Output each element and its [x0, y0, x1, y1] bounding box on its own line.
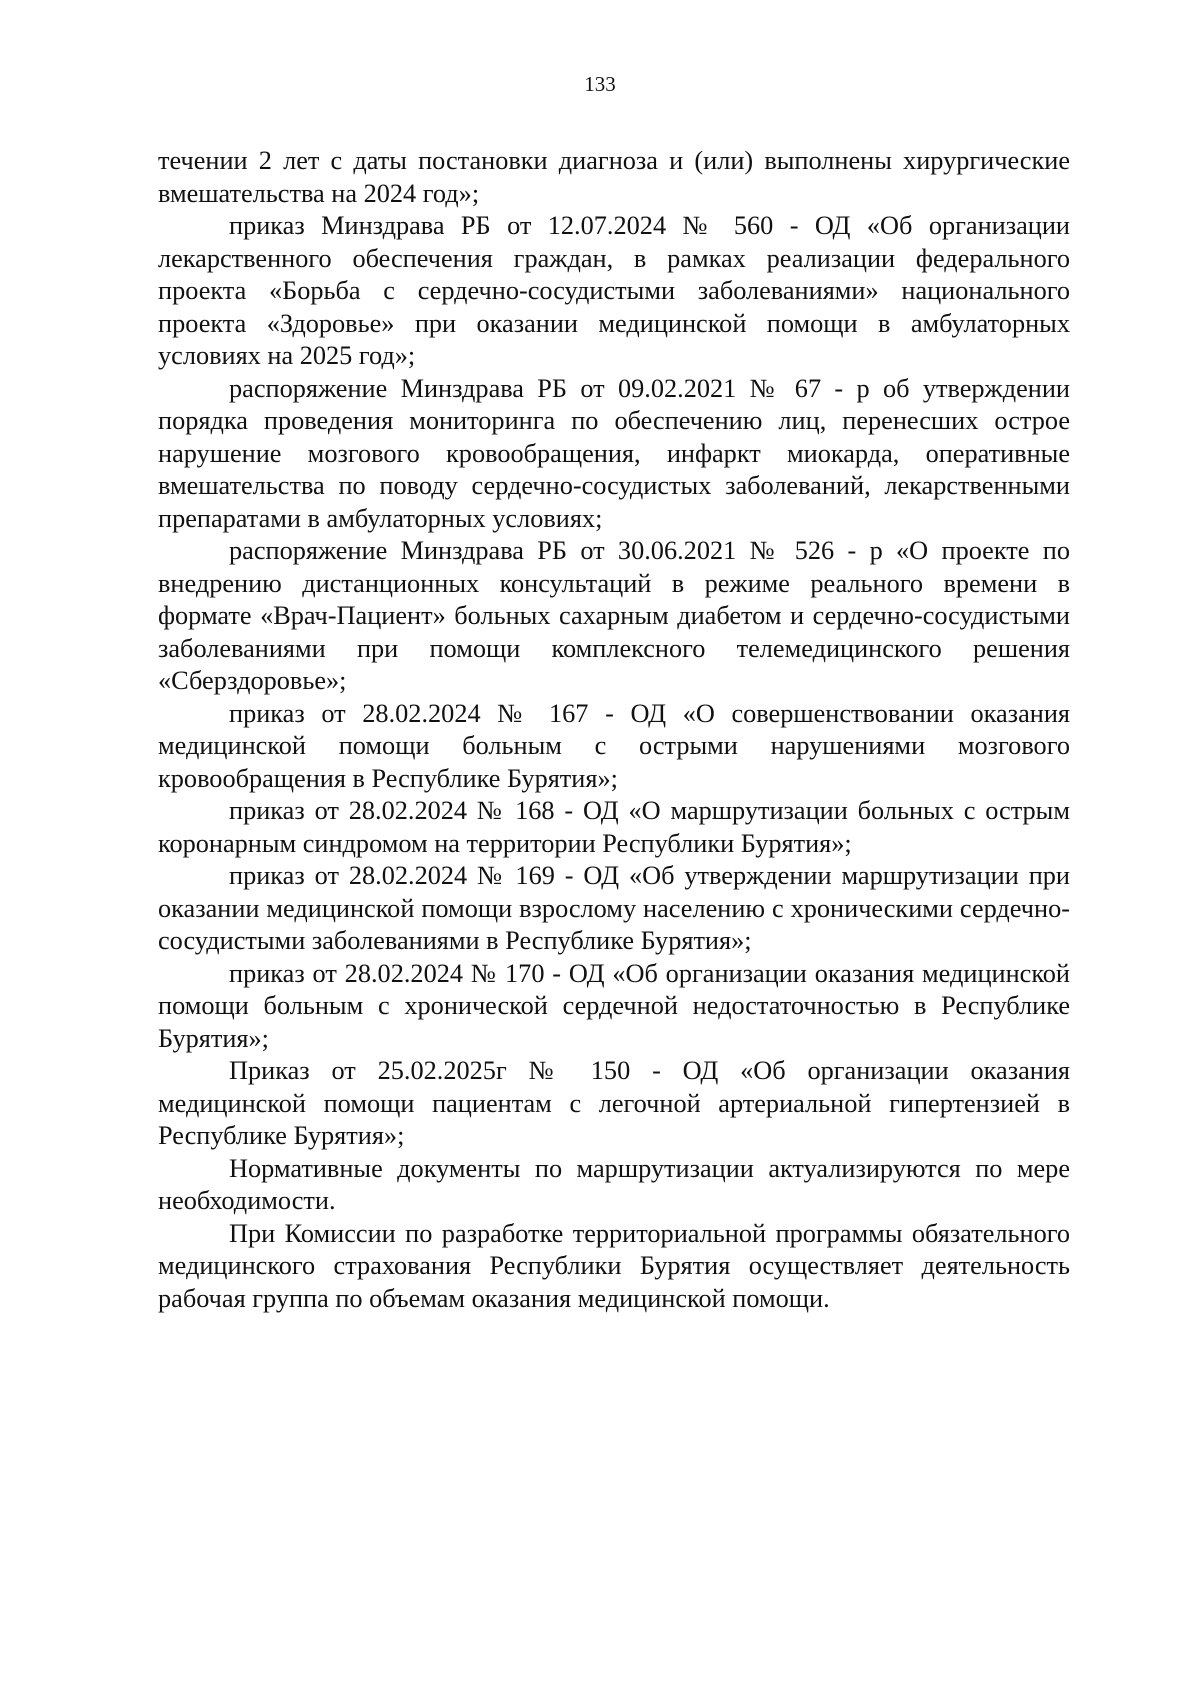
paragraph-order-150: Приказ от 25.02.2025г № 150 - ОД «Об организации оказания медицинской помощи пациентам с легочной артериальной гипертензией в Республике Бурятия»; — [158, 1056, 1070, 1150]
paragraph-directive-67: распоряжение Минздрава РБ от 09.02.2021 № 67 - р об утверждении порядка проведения мониторинга по обеспечению лиц, перенесших острое нарушение мозгового кровообращения, инфаркт миокарда, оперативные вмешательства по поводу сердечно-сосудистых заболеваний, лекарственными препаратами в амбулаторных условиях; — [158, 373, 1070, 533]
document-body — [158, 145, 1070, 1315]
paragraph-directive-526: распоряжение Минздрава РБ от 30.06.2021 № 526 - р «О проекте по внедрению дистанционных консультаций в режиме реального времени в формате «Врач-Пациент» больных сахарным диабетом и сердечно-сосудистыми заболеваниями при помощи комплексного телемедицинского решения «Сберздоровье»; — [158, 536, 1070, 695]
paragraph-order-170: приказ от 28.02.2024 № 170 - ОД «Об организации оказания медицинской помощи больным с хронической сердечной недостаточностью в Республике Бурятия»; — [158, 958, 1070, 1053]
paragraph-order-168: приказ от 28.02.2024 № 168 - ОД «О маршрутизации больных с острым коронарным синдромом на территории Республики Бурятия»; — [158, 796, 1070, 858]
paragraph-order-169: приказ от 28.02.2024 № 169 - ОД «Об утверждении маршрутизации при оказании медицинской помощи взрослому населению с хроническими сердечно-сосудистыми заболеваниями в Республике Бурятия»; — [158, 861, 1070, 955]
page-number: 133 — [584, 72, 616, 96]
paragraph-commission: При Комиссии по разработке территориальной программы обязательного медицинского страхования Республики Бурятия осуществляет деятельность рабочая группа по объемам оказания медицинской помощи. — [158, 1218, 1070, 1313]
paragraph-order-167: приказ от 28.02.2024 № 167 - ОД «О совершенствовании оказания медицинской помощи больным с острыми нарушениями мозгового кровообращения в Республике Бурятия»; — [158, 698, 1070, 793]
paragraph-routing-docs: Нормативные документы по маршрутизации актуализируются по мере необходимости. — [158, 1153, 1070, 1215]
paragraph-continuation: течении 2 лет с даты постановки диагноза и (или) выполнены хирургические вмешательства на 2024 год»; — [158, 146, 1070, 208]
paragraph-order-560: приказ Минздрава РБ от 12.07.2024 № 560 - ОД «Об организации лекарственного обеспечения граждан, в рамках реализации федерального проекта «Борьба с сердечно-сосудистыми заболеваниями» национального проекта «Здоровье» при оказании медицинской помощи в амбулаторных условиях на 2025 год»; — [158, 211, 1070, 370]
